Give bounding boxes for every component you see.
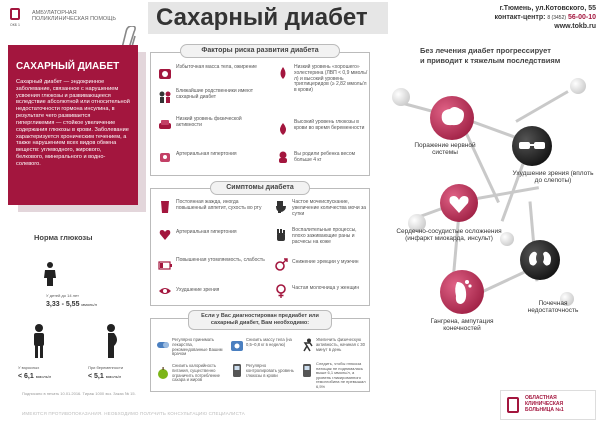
pregnant-label: При беременности [88, 365, 124, 370]
risk-item-activity: Низкий уровень физической активности [176, 116, 242, 128]
child-value-row [46, 301, 97, 308]
symptom-item-fatigue: Повышенная утомляемость, слабость [176, 257, 265, 263]
phone-number[interactable]: 56-00-10 [567, 14, 596, 22]
adult-unit: ммоль/л [35, 374, 52, 379]
family-icon [158, 90, 172, 104]
scale-weight-icon [230, 338, 244, 352]
complication-gangrene: Гангрена, ампутация конечностей [430, 318, 494, 333]
footer-org-1: ОБЛАСТНАЯ [525, 395, 557, 401]
glucose-heading: Норма глюкозы [34, 233, 93, 242]
adult-value: < 6,1 [18, 373, 34, 380]
pill-icon [156, 338, 170, 352]
heart-icon [440, 184, 478, 222]
pregnant-icon [104, 324, 120, 358]
intro-heading: САХАРНЫЙ ДИАБЕТ [16, 61, 120, 72]
complications-heading-2: и приводит к тяжелым последствиям [420, 55, 561, 65]
eye-icon [158, 284, 172, 298]
kidney-node [520, 240, 560, 280]
org-line-1: АМБУЛАТОРНАЯ [32, 10, 77, 16]
adult-label: У взрослых [18, 365, 40, 370]
adult-icon [32, 324, 46, 358]
foot-node [440, 270, 484, 314]
molecule-node [570, 78, 586, 94]
eye-node [512, 126, 552, 166]
need-item-activity: Увеличить физическую активность, начиная с 30 минут в день [316, 337, 365, 352]
scale-icon [158, 66, 172, 80]
pregnant-unit: ммоль/л [105, 374, 122, 379]
hand-icon [274, 228, 288, 242]
pregnant-value-row [88, 373, 121, 380]
female-symbol-icon [274, 284, 288, 298]
symptom-item-erection: Снижение эрекции у мужчин [292, 259, 359, 265]
footer-logo [500, 390, 596, 420]
sofa-icon [158, 118, 172, 132]
foot-icon [440, 270, 484, 314]
child-label: У детей до 14 лет [46, 293, 79, 298]
drop-icon [276, 122, 290, 136]
glucometer-2-icon [300, 364, 314, 378]
need-heading: Если у Вас диагностирован предиабет или сахарный диабет, Вам необходимо: [188, 310, 332, 330]
symptom-item-vision: Ухудшение зрения [176, 287, 220, 293]
brain-icon [430, 96, 474, 140]
adult-value-row [18, 373, 51, 380]
footer-warning: ИМЕЮТСЯ ПРОТИВОПОКАЗАНИЯ. НЕОБХОДИМО ПОЛУЧИТЬ КОНСУЛЬТАЦИЮ СПЕЦИАЛИСТА [22, 411, 245, 416]
glass-icon [158, 200, 172, 214]
symptoms-heading: Симптомы диабета [210, 181, 310, 195]
footer-logo-icon [507, 397, 519, 413]
need-item-weight: Снизить массу тела (на 0,5–0,8 кг в неделю) [246, 337, 292, 347]
child-icon [44, 262, 56, 286]
symptom-item-urination: Частое мочеиспускание, увеличение количества мочи за сутки [292, 199, 367, 217]
need-item-glucose-control: Регулярно контролировать уровень глюкозы в крови [246, 363, 294, 378]
pregnant-value: < 5,1 [88, 373, 104, 380]
risk-item-relatives: Ближайшие родственники имеют сахарный диабет [176, 88, 253, 100]
symptom-item-hypertension: Артериальная гипертония [176, 229, 237, 235]
contact-block [430, 4, 596, 31]
risk-item-cholesterol: Низкий уровень «хорошего» холестерина (ЛВП < 0,9 ммоль/л) и высокий уровень триглицеридов (≥ 2,82 ммоль/л в крови) [294, 64, 368, 93]
footer-org-2: КЛИНИЧЕСКАЯ [525, 400, 564, 407]
footer-print-info: Подписано в печать 10.01.2016. Тираж 1000 экз. Заказ № 15. [22, 391, 136, 396]
toilet-icon [274, 200, 288, 214]
header-org [32, 10, 116, 23]
complications-heading [420, 46, 596, 66]
site-link[interactable]: www.tokb.ru [554, 23, 596, 31]
need-item-diet: Снизить калорийность питания, существенно ограничить потребление сахара и жиров [172, 363, 220, 383]
footer-org-3: БОЛЬНИЦА №1 [525, 406, 564, 413]
risk-item-hypertension: Артериальная гипертония [176, 151, 237, 157]
kidney-icon [520, 240, 560, 280]
bond [515, 90, 568, 123]
baby-icon [276, 150, 290, 164]
header-logo [6, 6, 24, 30]
complication-vision: Ухудшение зрения (вплоть до слепоты) [512, 170, 594, 185]
footer-org [525, 396, 564, 413]
brain-node [430, 96, 474, 140]
heart-node [440, 184, 478, 222]
child-value: 3,33 - 5,55 [46, 301, 80, 308]
symptom-item-thrush: Частая молочница у женщин [292, 285, 360, 291]
need-item-medication: Регулярно принимать лекарства, рекомендованные Вашим врачом [172, 337, 223, 357]
risk-item-pregnancy-glucose: Высокий уровень глюкозы в крови во время беременности [294, 119, 365, 131]
risk-item-obesity: Избыточная масса тела, ожирение [176, 64, 257, 70]
page-title: Сахарный диабет [148, 2, 388, 34]
address: г.Тюмень, ул.Котовского, 55 [499, 5, 596, 12]
pressure-icon [158, 150, 172, 164]
molecule-node [392, 88, 410, 106]
phone-prefix: 8 (3452) [547, 15, 567, 22]
symptom-item-inflammation: Воспалительные процессы, плохо заживающие раны и расчесы на коже [292, 227, 357, 245]
glucometer-icon [230, 364, 244, 378]
risk-item-big-baby: Вы родили ребенка весом больше 4 кг [294, 151, 356, 163]
org-line-2: ПОЛИКЛИНИЧЕСКАЯ ПОМОЩЬ [32, 16, 116, 23]
battery-icon [158, 258, 172, 272]
complication-kidney: Почечная недостаточность [527, 300, 579, 315]
intro-text: Сахарный диабет — эндокринное заболевание, связанное с нарушением усвоения глюкозы и развивающееся вследствие абсолютной или относительной недостаточности гормона инсулина, в результате чего развивается гипергликемия — стойкое увеличение содержания глюкозы в крови. Заболевание характеризуется хроническим течением, а также нарушением всех видов обмена веществ: углеводного, жирового, белкового, минерального и водно-солевого. [16, 79, 130, 167]
phone-label: контакт-центр: [494, 14, 546, 22]
child-unit: ммоль/л [81, 302, 97, 307]
need-item-targets: Следить, чтобы глюкоза натощак не поднималась выше 6,1 ммоль/л, а уровень гликированного гемоглобина не превышал 6,5% [316, 361, 366, 389]
complication-cardio: Сердечно-сосудистые осложнения (инфаркт миокарда, инсульт) [396, 228, 502, 243]
drops-icon [276, 66, 290, 80]
logo-text: ОКБ 1 [10, 23, 20, 27]
intro-card [8, 45, 138, 205]
running-icon [300, 338, 314, 352]
complications-heading-1: Без лечения диабет прогрессирует [420, 46, 551, 55]
heart-pressure-icon [158, 228, 172, 242]
male-symbol-icon [274, 258, 288, 272]
symptom-item-thirst: Постоянная жажда, иногда повышенный аппетит, сухость во рту [176, 199, 262, 211]
apple-icon [156, 366, 170, 380]
phone-row [430, 13, 596, 22]
glasses-icon [512, 126, 552, 166]
complication-nervous: Поражение нервной системы [414, 142, 476, 157]
risk-heading: Факторы риска развития диабета [180, 44, 340, 58]
